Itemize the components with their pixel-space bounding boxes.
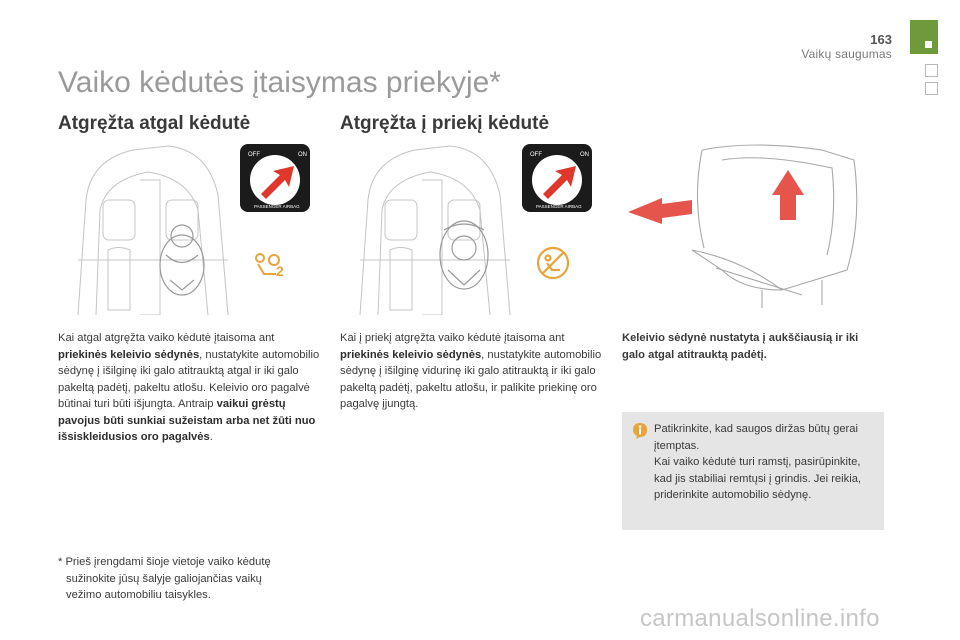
info-text: Patikrinkite, kad saugos diržas būtų gerai įtemptas. Kai vaiko kėdutė turi ramstį, pasirūpinkite, kad jis stabiliai remtųsi į grindis. Jei reikia, priderinkite automobilio sėdynę. bbox=[654, 423, 862, 501]
switch-off-label: OFF bbox=[248, 152, 260, 158]
section-label: Vaikų saugumas bbox=[801, 47, 892, 61]
info-icon bbox=[632, 422, 648, 440]
info-box bbox=[622, 412, 884, 530]
airbag-switch-icon bbox=[522, 144, 592, 212]
rear-facing-car-illustration bbox=[58, 140, 320, 315]
page-number: 163 bbox=[870, 32, 892, 47]
seat-position-text: Keleivio sėdynė nustatyta į aukščiausią ir iki galo atgal atitrauktą padėtį. bbox=[622, 332, 859, 361]
page-marker-square bbox=[925, 64, 938, 77]
watermark: carmanualsonline.info bbox=[640, 605, 880, 632]
forward-facing-heading: Atgręžta į priekį kėdutė bbox=[340, 113, 550, 134]
footnote bbox=[58, 554, 328, 604]
footnote-line: vežimo automobiliu taisykles. bbox=[66, 589, 211, 601]
rear-facing-text: Kai atgal atgręžta vaiko kėdutė įtaisoma ant priekinės keleivio sėdynės, nustatykite automobilio sėdynę į išilginę iki galo atitrauktą atgal ir iki galo pakeltą padėtį, pakeltu atlošu. Keleivio oro pagalvė būtinai turi būti išjungta. Antraip vaikui grėstų pavojus būti sunkiai sužeistam arba net žūti nuo išsiskleidusios oro pagalvės. bbox=[58, 332, 320, 443]
switch-caption: PASSENGER AIRBAG bbox=[254, 204, 300, 209]
switch-off-label: OFF bbox=[530, 152, 542, 158]
switch-on-label: ON bbox=[298, 152, 307, 158]
airbag-off-icon bbox=[538, 248, 568, 278]
red-arrow-icon bbox=[772, 170, 804, 220]
airbag-switch-icon bbox=[240, 144, 310, 212]
seat-adjustment-illustration bbox=[622, 140, 884, 310]
switch-on-label: ON bbox=[580, 152, 589, 158]
switch-caption: PASSENGER AIRBAG bbox=[536, 204, 582, 209]
red-arrow-icon bbox=[628, 198, 692, 224]
forward-facing-car-illustration bbox=[340, 140, 602, 315]
footnote-line: sužinokite jūsų šalyje galiojančias vaikų bbox=[66, 572, 262, 585]
forward-facing-text: Kai į priekį atgręžta vaiko kėdutė įtaisoma ant priekinės keleivio sėdynės, nustatykite automobilio sėdynę į išilginę vidurinę iki galo atitrauktą ir iki galo pakeltą padėtį, pakeltu atlošu, ir palikite priekinę oro pagalvę įjungtą. bbox=[340, 332, 602, 410]
page-title: Vaiko kėdutės įtaisymas priekyje* bbox=[58, 66, 501, 99]
airbag-on-icon bbox=[256, 254, 284, 279]
chapter-tab bbox=[910, 20, 938, 54]
rear-facing-heading: Atgręžta atgal kėdutė bbox=[58, 113, 251, 134]
svg-text:2: 2 bbox=[276, 263, 284, 279]
page-marker-square bbox=[925, 82, 938, 95]
footnote-line: * Prieš įrengdami šioje vietoje vaiko kėdutę bbox=[58, 556, 271, 568]
